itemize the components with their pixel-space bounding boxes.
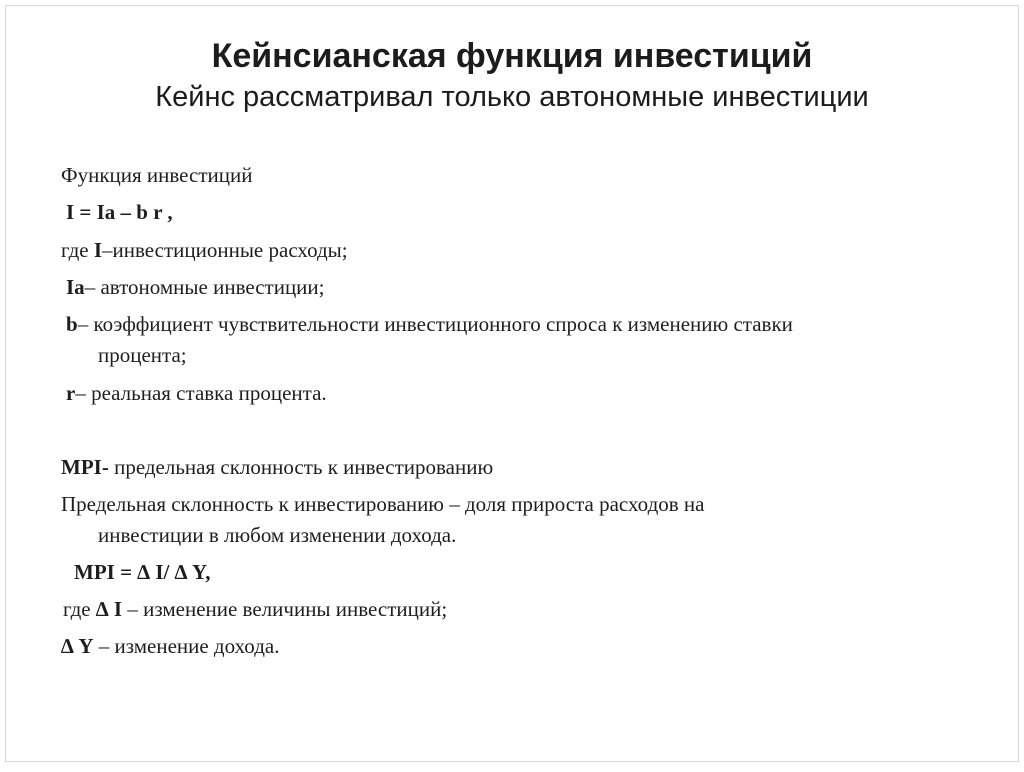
i-symbol: I	[93, 238, 103, 262]
r-description: – реальная ставка процента.	[75, 381, 327, 405]
r-symbol: r	[66, 381, 76, 405]
ia-symbol: Ia	[66, 275, 85, 299]
mpi-description: предельная склонность к инвестированию	[108, 455, 494, 479]
i-description: –инвестиционные расходы;	[102, 238, 348, 262]
slide-title: Кейнсианская функция инвестиций	[211, 37, 813, 75]
b-description: – коэффициент чувствительности инвестиционного спроса к изменению ставки	[77, 312, 793, 336]
definition-r	[66, 378, 327, 408]
b-symbol: b	[66, 312, 78, 336]
mpi-formula	[74, 557, 210, 587]
b-description-continued: процента;	[98, 343, 187, 367]
investment-formula	[66, 197, 173, 227]
slide	[5, 5, 1019, 762]
delta-i-description: – изменение величины инвестиций;	[122, 597, 448, 621]
mpi-symbol: MPI-	[61, 455, 109, 479]
mpi-definition-continued: инвестиции в любом изменении дохода.	[98, 523, 457, 547]
investment-formula-text: I = Ia – b r ,	[66, 200, 173, 224]
delta-i-prefix: где	[63, 597, 96, 621]
definition-delta-y	[61, 631, 279, 661]
definition-b	[66, 309, 793, 339]
definition-ia	[66, 272, 325, 302]
delta-i-symbol: ∆ I	[95, 597, 123, 621]
function-label: Функция инвестиций	[61, 163, 253, 187]
ia-description: – автономные инвестиции;	[84, 275, 325, 299]
title-block	[6, 34, 1018, 116]
mpi-formula-text: MPI = ∆ I/ ∆ Y,	[74, 560, 211, 584]
definition-delta-i	[63, 594, 447, 624]
where-prefix: где	[61, 238, 94, 262]
slide-subtitle: Кейнс рассматривал только автономные инвестиции	[155, 81, 869, 113]
mpi-definition: Предельная склонность к инвестированию – доля прироста расходов на	[61, 492, 705, 516]
definition-i	[61, 235, 348, 265]
delta-y-description: – изменение дохода.	[93, 634, 280, 658]
mpi-heading	[61, 452, 493, 482]
delta-y-symbol: ∆ Y	[61, 634, 94, 658]
